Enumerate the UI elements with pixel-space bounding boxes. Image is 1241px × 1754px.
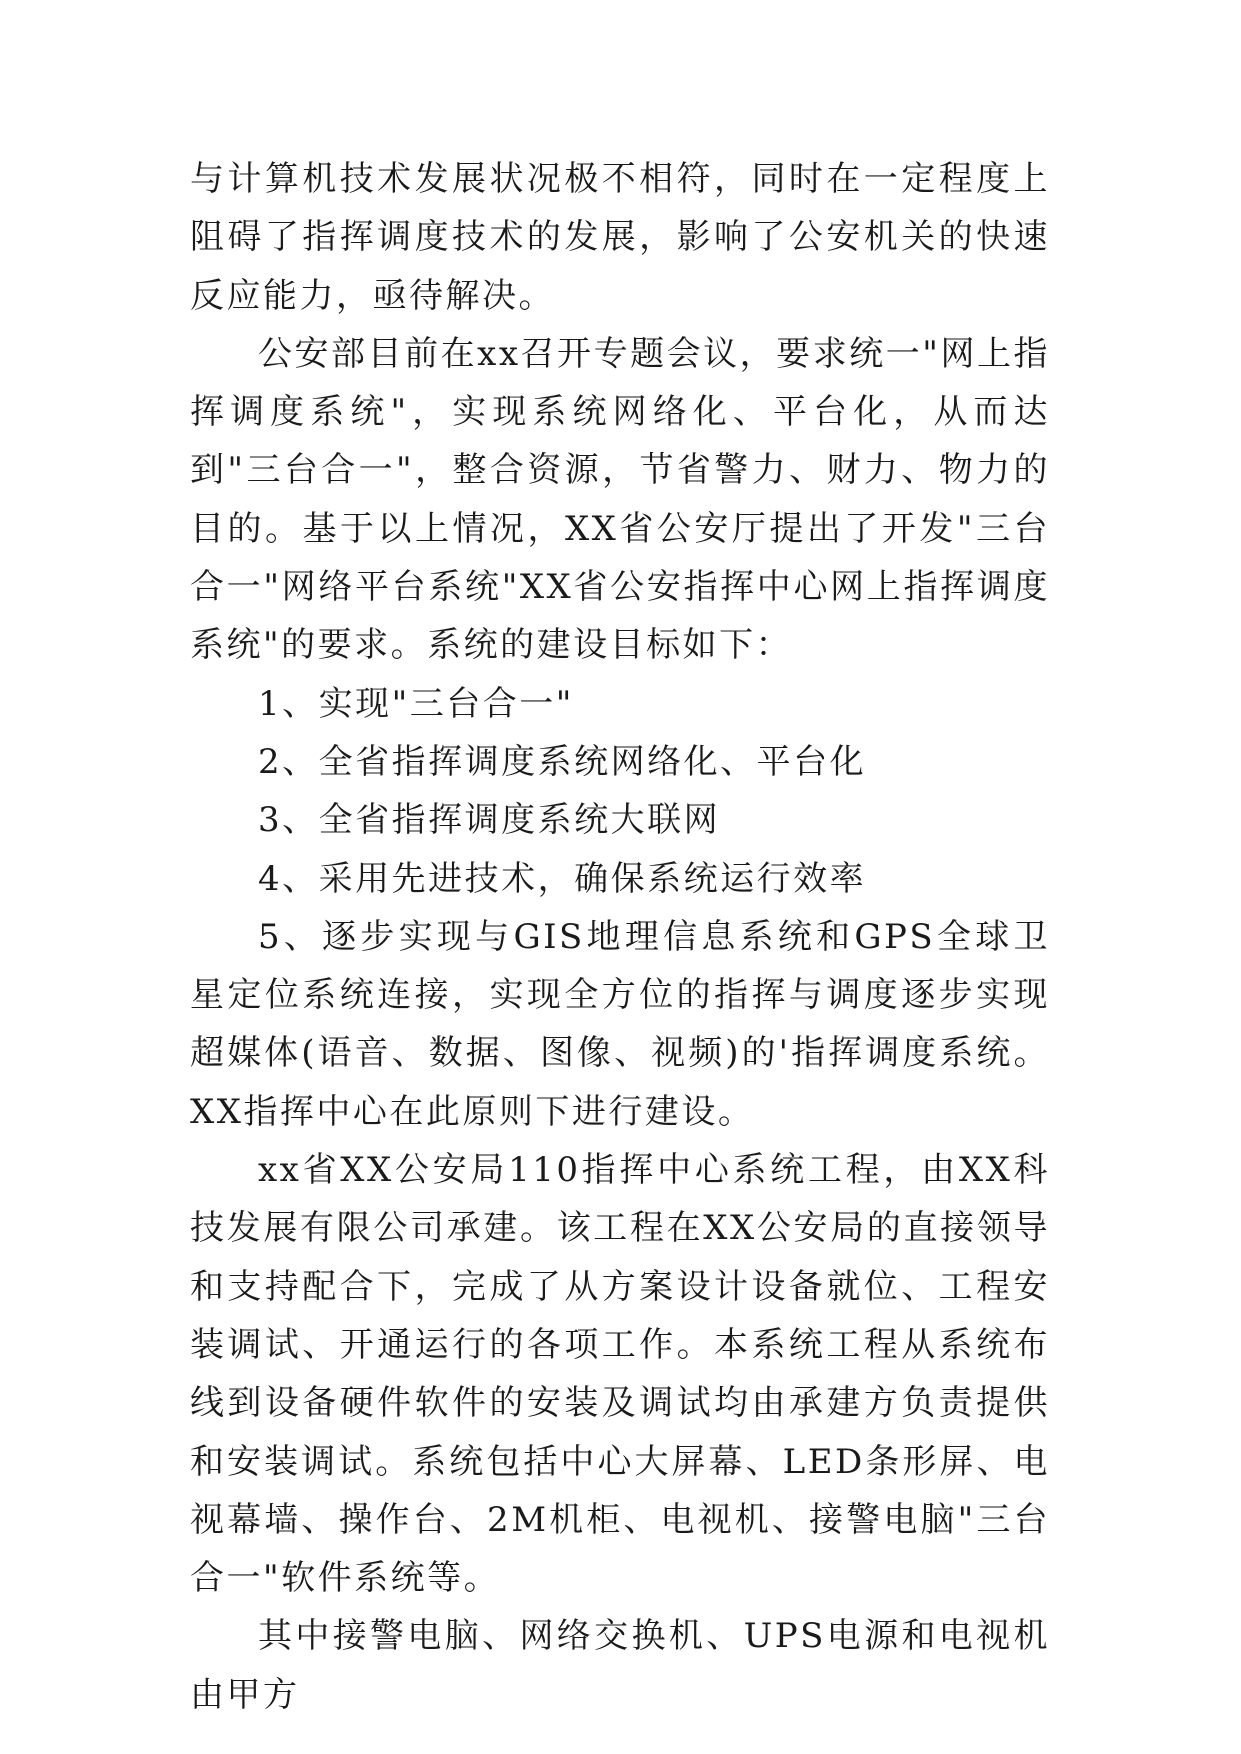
goal-item-4: 4、采用先进技术，确保系统运行效率 xyxy=(258,858,867,899)
paragraph-project: xx省XX公安局110指挥中心系统工程，由XX科技发展有限公司承建。该工程在XX公安局的直接领导和支持配合下，完成了从方案设计设备就位、工程安装调试、开通运行的各项工作。本系统工程从系统布线到设备硬件软件的安装及调试均由承建方负责提供和安装调试。系统包括中心大屏幕、LED条形屏、电视幕墙、操作台、2M机柜、电视机、接警电脑"三台合一"软件系统等。 xyxy=(190,1150,1050,1599)
document-body xyxy=(190,150,1050,1724)
goal-item-1: 1、实现"三台合一" xyxy=(258,683,574,724)
goal-item-5: 5、逐步实现与GIS地理信息系统和GPS全球卫星定位系统连接，实现全方位的指挥与调度逐步实现超媒体(语音、数据、图像、视频)的'指挥调度系统。XX指挥中心在此原则下进行建设。 xyxy=(190,916,1050,1132)
paragraph-background: 公安部目前在xx召开专题会议，要求统一"网上指挥调度系统"，实现系统网络化、平台化，从而达到"三台合一"，整合资源，节省警力、财力、物力的目的。基于以上情况，XX省公安厅提出了开发"三台合一"网络平台系统"XX省公安指挥中心网上指挥调度系统"的要求。系统的建设目标如下： xyxy=(190,333,1050,666)
paragraph-equipment: 其中接警电脑、网络交换机、UPS电源和电视机由甲方 xyxy=(190,1616,1050,1715)
goal-item-2: 2、全省指挥调度系统网络化、平台化 xyxy=(258,741,867,782)
goal-item-3: 3、全省指挥调度系统大联网 xyxy=(258,800,721,841)
paragraph-continuation: 与计算机技术发展状况极不相符，同时在一定程度上阻碍了指挥调度技术的发展，影响了公安机关的快速反应能力，亟待解决。 xyxy=(190,159,1050,316)
